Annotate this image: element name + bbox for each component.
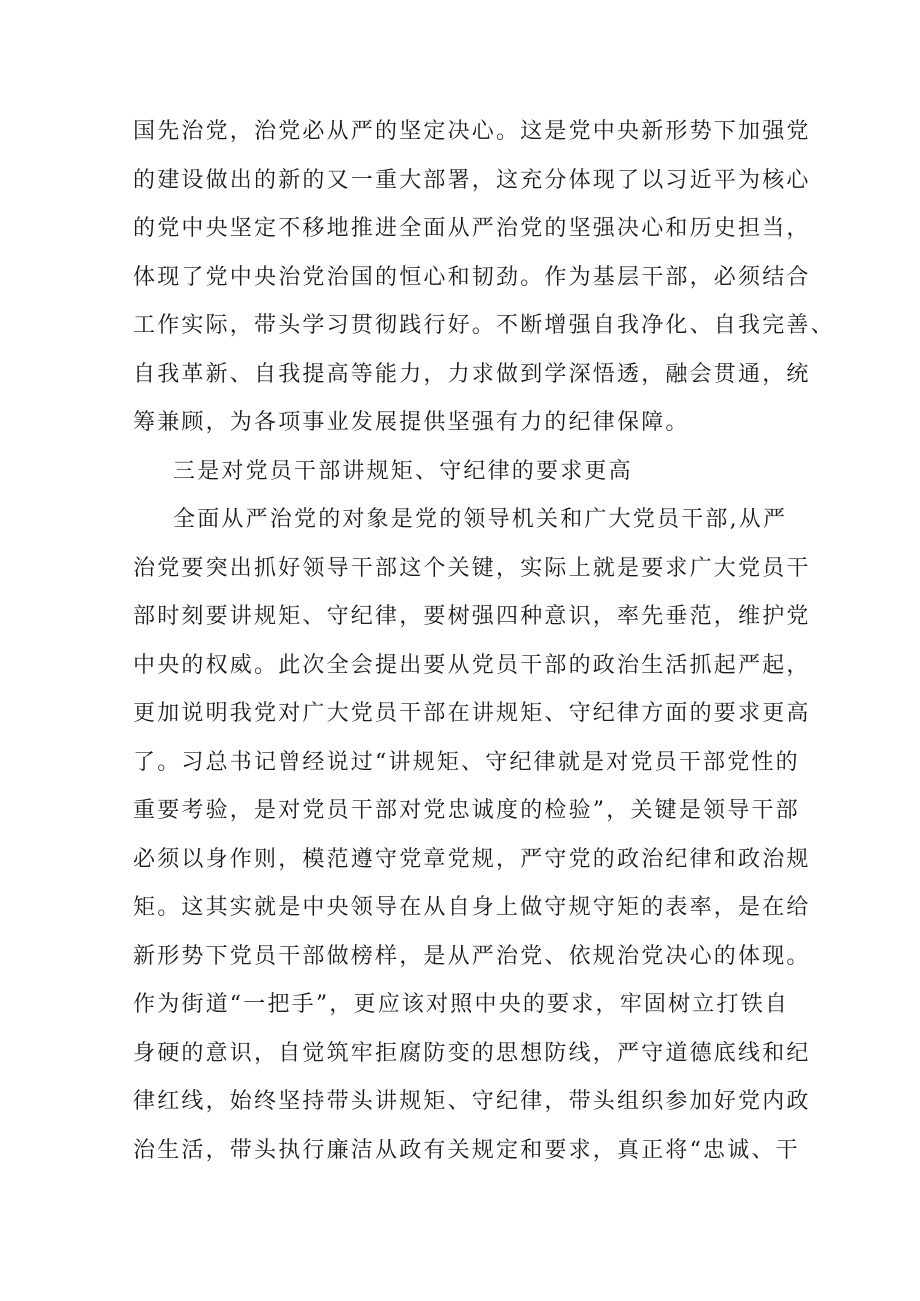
document-body	[133, 108, 835, 1175]
paragraph-line: 全面从严治党的对象是党的领导机关和广大党员干部,从严	[173, 507, 788, 532]
paragraph-line: 矩。这其实就是中央领导在从自身上做守规守矩的表率，是在给	[133, 895, 811, 920]
paragraph-line: 律红线，始终坚持带头讲规矩、守纪律，带头组织参加好党内政	[133, 1089, 811, 1114]
paragraph-line: 体现了党中央治党治国的恒心和韧劲。作为基层干部，必须结合	[133, 264, 811, 290]
paragraph-line: 身硬的意识，自觉筑牢拒腐防变的思想防线，严守道德底线和纪	[133, 1040, 811, 1066]
paragraph-line: 必须以身作则，模范遵守党章党规，严守党的政治纪律和政治规	[133, 846, 811, 872]
paragraph-line: 重要考验，是对党员干部对党忠诚度的检验”，关键是领导干部	[133, 798, 800, 823]
paragraph-line: 治党要突出抓好领导干部这个关键，实际上就是要求广大党员干	[133, 555, 811, 581]
paragraph-line: 更加说明我党对广大党员干部在讲规矩、守纪律方面的要求更高	[133, 701, 811, 726]
paragraph-line: 的建设做出的新的又一重大部署，这充分体现了以习近平为核心	[133, 167, 811, 193]
paragraph-line: 国先治党，治党必从严的坚定决心。这是党中央新形势下加强党	[133, 119, 811, 144]
paragraph-line: 的党中央坚定不移地推进全面从严治党的坚强决心和历史担当，	[133, 216, 811, 241]
paragraph-line: 自我革新、自我提高等能力，力求做到学深悟透，融会贯通，统	[133, 361, 811, 387]
paragraph-line: 部时刻要讲规矩、守纪律，要树强四种意识，率先垂范，维护党	[133, 604, 811, 629]
paragraph-line: 治生活，带头执行廉洁从政有关规定和要求，真正将“忠诚、干	[133, 1137, 800, 1163]
paragraph-line: 了。习总书记曾经说过“讲规矩、守纪律就是对党员干部党性的	[133, 749, 800, 775]
paragraph-line: 中央的权威。此次全会提出要从党员干部的政治生活抓起严起，	[133, 652, 811, 678]
paragraph-line: 作为街道“一把手”，更应该对照中央的要求，牢固树立打铁自	[133, 992, 790, 1017]
paragraph-line: 新形势下党员干部做榜样，是从严治党、依规治党决心的体现。	[133, 943, 811, 969]
section-heading: 三是对党员干部讲规矩、守纪律的要求更高	[173, 458, 633, 484]
paragraph-line: 筹兼顾，为各项事业发展提供坚强有力的纪律保障。	[133, 410, 690, 435]
paragraph-line: 工作实际，带头学习贯彻践行好。不断增强自我净化、自我完善、	[133, 313, 835, 338]
